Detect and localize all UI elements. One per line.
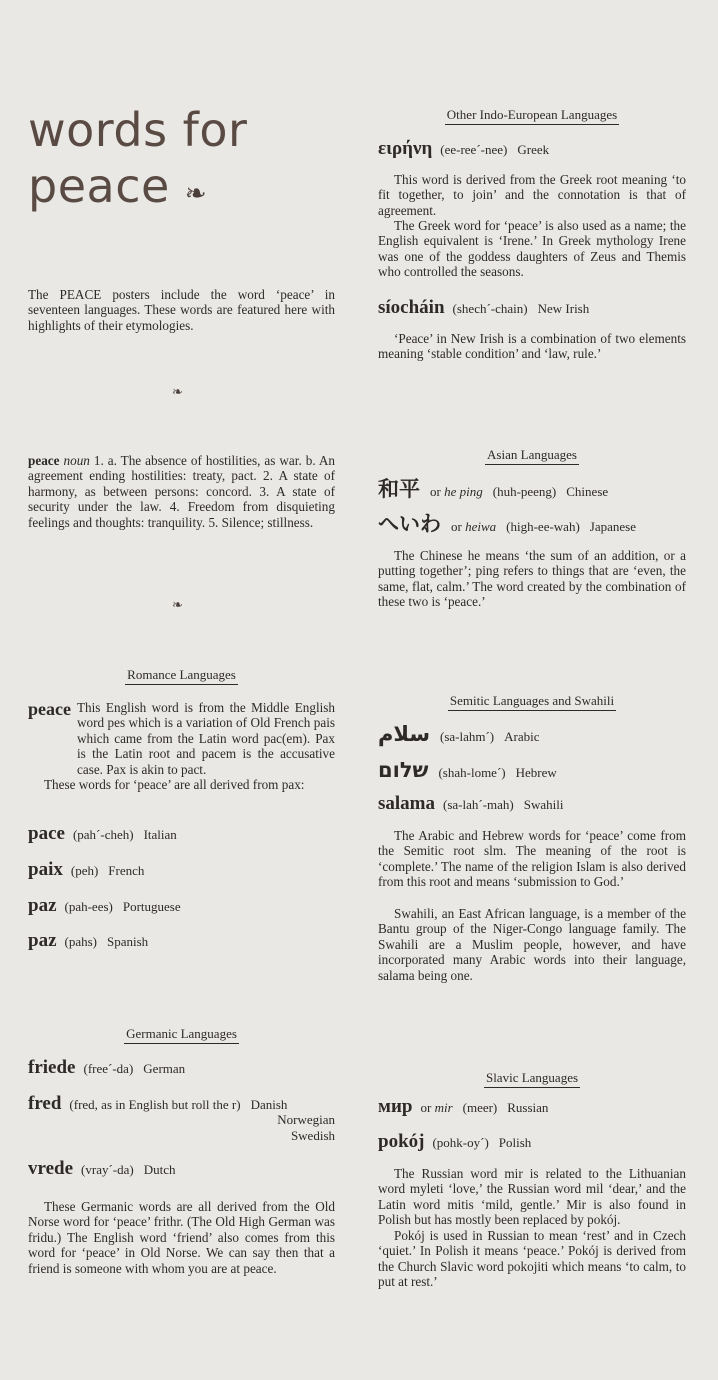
indo-entry-greek: ειρήνη (ee-ree´-nee) Greek	[378, 138, 550, 159]
intro-text: The PEACE posters include the word ‘peace’ in seventeen languages. These words are featured here with highlights of their etymologies.	[28, 287, 335, 333]
germanic-heading: Germanic Languages	[28, 1026, 335, 1044]
slavic-heading: Slavic Languages	[378, 1070, 686, 1088]
asian-text: The Chinese he means ‘the sum of an addition, or a putting together’; ping refers to things that are ‘even, the same, flat, calm.’ The word created by the combination of these two is ‘peace.’	[378, 548, 686, 610]
fleuron-icon: ❧	[184, 179, 208, 209]
semitic-entry-hebrew: שלום (shah-lome´) Hebrew	[378, 758, 557, 782]
semitic-entry-arabic: سلام (sa-lahm´) Arabic	[378, 722, 540, 746]
title-line-2: peace ❧	[28, 159, 208, 213]
germanic-entry-scandinavian: fred (fred, as in English but roll the r) Danish	[28, 1093, 288, 1114]
romance-heading: Romance Languages	[28, 667, 335, 685]
indo-entry-irish: síocháin (shech´-chain) New Irish	[378, 297, 590, 318]
germanic-text: These Germanic words are all derived from the Old Norse word for ‘peace’ frithr. (The Old High German was fridu.) The English word ‘friend’ also comes from this word for ‘peace’ in Old Norse. We can say then that a friend is someone with whom you are at peace.	[28, 1199, 335, 1276]
fleuron-icon: ❧	[172, 384, 183, 399]
germanic-entry-dutch: vrede (vray´-da) Dutch	[28, 1158, 176, 1179]
slavic-p1: The Russian word mir is related to the Lithuanian word myleti ‘love,’ the Russian word mil ‘dear,’ and the Latin word mitis ‘mild, gentle.’ Mir is also found in Polish but has mostly been replaced by pokój.	[378, 1166, 686, 1228]
definition: peace noun 1. a. The absence of hostilities, as war. b. An agreement ending hostilities: treaty, pact. 2. A state of harmony, as between persons: concord. 3. A state of security under the law. 4. Freedom from disquieting feelings and thoughts: tranquility. 5. Silence; stillness.	[28, 453, 336, 530]
romance-peace-entry: peace This English word is from the Middle English word pes which is a variation of Old French pais which came from the Latin word pac(em). Pax is the Latin root and pacem is the accusative case. Pax is akin to pact. These words for ‘peace’ are all derived from pax:	[28, 699, 335, 793]
indo-heading: Other Indo-European Languages	[378, 107, 686, 125]
romance-entry-french: paix (peh) French	[28, 859, 145, 880]
asian-entry-japanese: へいわ or heiwa (high-ee-wah) Japanese	[378, 512, 636, 536]
fleuron-icon: ❧	[172, 597, 183, 612]
semitic-heading: Semitic Languages and Swahili	[378, 693, 686, 711]
romance-entry-portuguese: paz (pah-ees) Portuguese	[28, 895, 181, 916]
slavic-entry-russian: мир or mir (meer) Russian	[378, 1096, 549, 1117]
indo-irish-text: ‘Peace’ in New Irish is a combination of two elements meaning ‘stable condition’ and ‘law, rule.’	[378, 331, 686, 362]
slavic-entry-polish: pokój (pohk-oy´) Polish	[378, 1131, 532, 1152]
germanic-fred-langs: Norwegian Swedish	[277, 1112, 335, 1143]
indo-greek-p1: This word is derived from the Greek root meaning ‘to fit together, to join’ and the connotation is that of agreement.	[378, 172, 686, 218]
indo-greek-p2: The Greek word for ‘peace’ is also used as a name; the English equivalent is ‘Irene.’ In Greek mythology Irene was one of the goddess daughters of Zeus and Themis who controlled the seasons.	[378, 218, 686, 280]
asian-entry-chinese: 和平 or he ping (huh-peeng) Chinese	[378, 477, 609, 501]
page-title	[28, 102, 247, 222]
romance-entry-italian: pace (pah´-cheh) Italian	[28, 823, 177, 844]
romance-entry-spanish: paz (pahs) Spanish	[28, 930, 149, 951]
asian-heading: Asian Languages	[378, 447, 686, 465]
semitic-p2: Swahili, an East African language, is a member of the Bantu group of the Niger-Congo language family. The Swahili are a Muslim people, however, and have incorporated many Arabic words into their language, salama being one.	[378, 906, 686, 983]
title-line-1: words for	[28, 103, 248, 157]
semitic-entry-swahili: salama (sa-lah´-mah) Swahili	[378, 793, 564, 814]
semitic-p1: The Arabic and Hebrew words for ‘peace’ come from the Semitic root slm. The meaning of the root is ‘complete.’ The name of the religion Islam is also derived from this root and means ‘submission to God.’	[378, 828, 686, 890]
germanic-entry-german: friede (free´-da) German	[28, 1057, 186, 1078]
slavic-p2: Pokój is used in Russian to mean ‘rest’ and in Czech ‘quiet.’ In Polish it means ‘peace.’ Pokój is derived from the Church Slavic word pokojiti which means ‘to calm, to put at rest.’	[378, 1228, 686, 1290]
